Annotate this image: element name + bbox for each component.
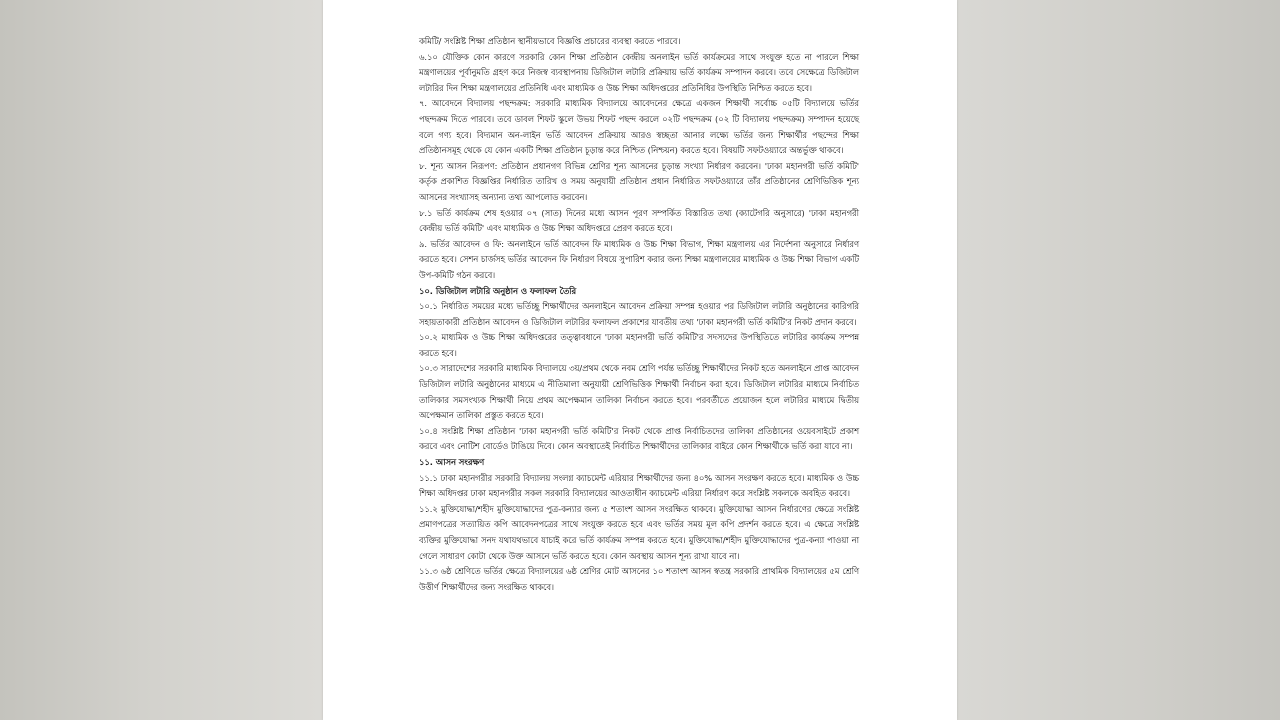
paragraph: ১১.৩ ৬ষ্ঠ শ্রেণিতে ভর্তির ক্ষেত্রে বিদ্যালয়ের ৬ষ্ঠ শ্রেণির মোট আসনের ১০ শতাংশ আসন স্বতন্ত্র সরকারি প্রাথমিক বিদ্যালয়ের ৫ম শ্রেণি উত্তীর্ণ শিক্ষার্থীদের জন্য সংরক্ষিত থাকবে। [419, 566, 859, 592]
paragraph: ৭. আবেদনে বিদ্যালয় পছন্দক্রম: সরকারি মাধ্যমিক বিদ্যালয়ে আবেদনের ক্ষেত্রে একজন শিক্ষার্থী সর্বোচ্চ ০৫টি বিদ্যালয়ে ভর্তির পছন্দক্রম দিতে পারবে। তবে ডাবল শিফট স্কুলে উভয় শিফট পছন্দ করলে ০২টি পছন্দক্রম (০২ টি বিদ্যালয় পছন্দক্রম) সম্পাদন হয়েছে বলে গণ্য হবে। বিদ্যমান অন-লাইন ভর্তি আবেদন প্রক্রিয়ায় আরও স্বচ্ছতা আনার লক্ষ্যে ভর্তির জন্য শিক্ষার্থীর পছন্দের শিক্ষা প্রতিষ্ঠানসমূহ থেকে যে কোন একটি শিক্ষা প্রতিষ্ঠান চূড়ান্ত করে নিশ্চিত (নিশ্চয়ন) করতে হবে। বিষয়টি সফটওয়্যারে অন্তর্ভুক্ত থাকবে। [419, 98, 859, 156]
paragraph: ১০.৪ সংশ্লিষ্ট শিক্ষা প্রতিষ্ঠান 'ঢাকা মহানগরী ভর্তি কমিটি'র নিকট থেকে প্রাপ্ত নির্বাচিতদের তালিকা প্রতিষ্ঠানের ওয়েবসাইটে প্রকাশ করবে এবং নোটিশ বোর্ডেও টাঙিয়ে দিবে। কোন অবস্থাতেই নির্বাচিত শিক্ষার্থীদের তালিকার বাইরে কোন শিক্ষার্থীকে ভর্তি করা যাবে না। [419, 425, 859, 452]
section-heading: ১১. আসন সংরক্ষণ [419, 457, 485, 468]
background-right [957, 0, 1280, 720]
paragraph: কমিটি/ সংশ্লিষ্ট শিক্ষা প্রতিষ্ঠান স্থানীয়ভাবে বিজ্ঞপ্তি প্রচারের ব্যবস্থা করতে পারবে। [419, 36, 681, 46]
paragraph: ৮.১ ভর্তি কার্যক্রম শেষ হওয়ার ০৭ (সাত) দিনের মধ্যে আসন পূরণ সম্পর্কিত বিস্তারিত তথ্য (ক্যাটেগরি অনুসারে) 'ঢাকা মহানগরী কেন্দ্রীয় ভর্তি কমিটি' এবং মাধ্যমিক ও উচ্চ শিক্ষা অধিদপ্তরে প্রেরণ করতে হবে। [419, 207, 859, 234]
paragraph: ১১.২ মুক্তিযোদ্ধা/শহীদ মুক্তিযোদ্ধাদের পুত্র-কন্যার জন্য ৫ শতাংশ আসন সংরক্ষিত থাকবে। মুক্তিযোদ্ধা আসন নির্ধারণের ক্ষেত্রে সংশ্লিষ্ট প্রমাণপত্রের সত্যায়িত কপি আবেদনপত্রের সাথে সংযুক্ত করতে হবে এবং ভর্তির সময় মূল কপি প্রদর্শন করতে হবে। এ ক্ষেত্রে সংশ্লিষ্ট ব্যক্তির মুক্তিযোদ্ধা সনদ যথাযথভাবে যাচাই করে ভর্তি কার্যক্রম সম্পন্ন করতে হবে। মুক্তিযোদ্ধা/শহীদ মুক্তিযোদ্ধাদের পুত্র-কন্যা পাওয়া না গেলে সাধারণ কোটা থেকে উক্ত আসনে ভর্তি করতে হবে। কোন অবস্থায় আসন শূন্য রাখা যাবে না। [419, 503, 859, 561]
paragraph: ১০.২ মাধ্যমিক ও উচ্চ শিক্ষা অধিদপ্তরের তত্ত্বাবধানে 'ঢাকা মহানগরী ভর্তি কমিটি'র সদস্যদের উপস্থিতিতে লটারির কার্যক্রম সম্পন্ন করতে হবে। [419, 332, 859, 358]
document-body [419, 34, 859, 595]
paragraph: ১১.১ ঢাকা মহানগরীর সরকারি বিদ্যালয় সংলগ্ন ক্যাচমেন্ট এরিয়ার শিক্ষার্থীদের জন্য ৪০% আসন সংরক্ষণ করতে হবে। মাধ্যমিক ও উচ্চ শিক্ষা অধিদপ্তর ঢাকা মহানগরীর সকল সরকারি বিদ্যালয়ের আওতাধীন ক্যাচমেন্ট এরিয়া নির্ধারণ করে সংশ্লিষ্ট সকলকে অবহিত করবে। [419, 472, 859, 499]
document-page [323, 0, 957, 720]
section-heading: ১০. ডিজিটাল লটারি অনুষ্ঠান ও ফলাফল তৈরি [419, 285, 577, 296]
paragraph: ৯. ভর্তির আবেদন ও ফি: অনলাইনে ভর্তি আবেদন ফি মাধ্যমিক ও উচ্চ শিক্ষা বিভাগ, শিক্ষা মন্ত্রণালয় এর নির্দেশনা অনুসারে নির্ধারণ করতে হবে। সেশন চার্জসহ ভর্তির আবেদন ফি নির্ধারণ বিষয়ে সুপারিশ করার জন্য শিক্ষা মন্ত্রণালয়ের মাধ্যমিক ও উচ্চ শিক্ষা বিভাগ একটি উপ-কমিটি গঠন করবে। [419, 238, 859, 280]
paragraph: ১০.১ নির্ধারিত সময়ের মধ্যে ভর্তিচ্ছু শিক্ষার্থীদের অনলাইনে আবেদন প্রক্রিয়া সম্পন্ন হওয়ার পর ডিজিটাল লটারি অনুষ্ঠানের কারিগরি সহায়তাকারী প্রতিষ্ঠান আবেদন ও ডিজিটাল লটারির ফলাফল প্রকাশের যাবতীয় তথ্য 'ঢাকা মহানগরী ভর্তি কমিটি'র নিকট প্রদান করবে। [419, 301, 859, 327]
paragraph: ১০.৩ সারাদেশের সরকারি মাধ্যমিক বিদ্যালয়ে ৩য়/প্রথম থেকে নবম শ্রেণি পর্যন্ত ভর্তিচ্ছু শিক্ষার্থীদের নিকট হতে অনলাইনে প্রাপ্ত আবেদন ডিজিটাল লটারি অনুষ্ঠানের মাধ্যমে এ নীতিমালা অনুযায়ী শ্রেণিভিত্তিক শিক্ষার্থী নির্বাচন করা হবে। ডিজিটাল লটারির মাধ্যমে নির্বাচিত তালিকার সমসংখ্যক শিক্ষার্থী নিয়ে প্রথম অপেক্ষমান তালিকা নির্বাচন করতে হবে। পরবর্তীতে প্রয়োজন হলে লটারির মাধ্যমে দ্বিতীয় অপেক্ষমান তালিকা প্রস্তুত করতে হবে। [419, 363, 859, 421]
paragraph: ৮. শূন্য আসন নিরূপণ: প্রতিষ্ঠান প্রধানগণ বিভিন্ন শ্রেণির শূন্য আসনের চূড়ান্ত সংখ্যা নির্ধারণ করবেন। 'ঢাকা মহানগরী ভর্তি কমিটি' কর্তৃক প্রকাশিত বিজ্ঞপ্তির নির্ধারিত তারিখ ও সময় অনুযায়ী প্রতিষ্ঠান প্রধান নির্ধারিত সফটওয়্যারে তাঁর প্রতিষ্ঠানের শ্রেণিভিত্তিক শূন্য আসনের সংখ্যাসহ অন্যান্য তথ্য আপলোড করবেন। [419, 160, 859, 202]
paragraph: ৬.১০ যৌক্তিক কোন কারণে সরকারি কোন শিক্ষা প্রতিষ্ঠান কেন্দ্রীয় অনলাইন ভর্তি কার্যক্রমের সাথে সংযুক্ত হতে না পারলে শিক্ষা মন্ত্রণালয়ের পূর্বানুমতি গ্রহণ করে নিজস্ব ব্যবস্থাপনায় ডিজিটাল লটারি প্রক্রিয়ায় ভর্তি কার্যক্রম সম্পাদন করবে। তবে সেক্ষেত্রে ডিজিটাল লটারির দিন শিক্ষা মন্ত্রণালয়ের প্রতিনিধি এবং মাধ্যমিক ও উচ্চ শিক্ষা অধিদপ্তরের প্রতিনিধির উপস্থিতি নিশ্চিত করতে হবে। [419, 51, 859, 93]
